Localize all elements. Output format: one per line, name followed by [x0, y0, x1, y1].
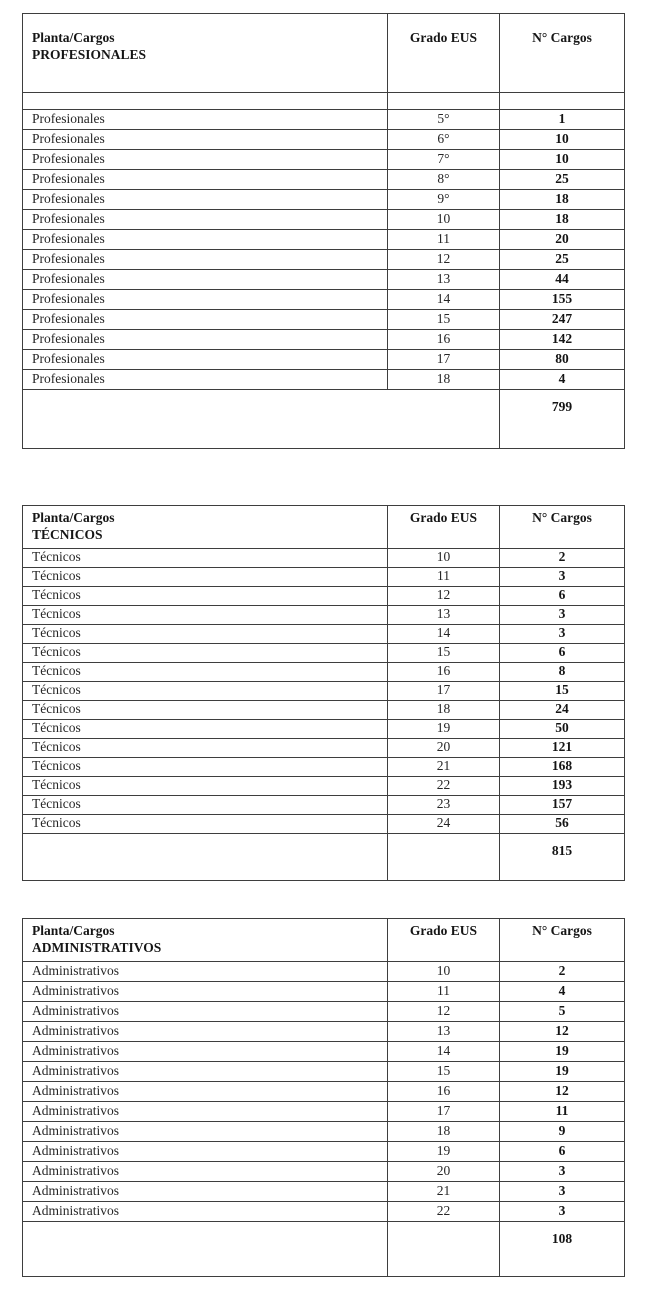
num-cargos-cell: 168 [500, 757, 625, 776]
num-cargos-cell: 25 [500, 170, 625, 190]
num-cargos-cell: 18 [500, 210, 625, 230]
planta-cargos-cell: Técnicos [23, 624, 388, 643]
grado-eus-cell: 15 [388, 310, 500, 330]
grado-eus-cell: 11 [388, 567, 500, 586]
planta-cargos-cell: Administrativos [23, 1181, 388, 1201]
planta-cargos-cell: Administrativos [23, 961, 388, 981]
grado-eus-cell: 21 [388, 757, 500, 776]
planta-cargos-cell: Administrativos [23, 1161, 388, 1181]
planta-cargos-cell: Administrativos [23, 981, 388, 1001]
planta-cargos-cell: Administrativos [23, 1101, 388, 1121]
table-row [23, 250, 625, 270]
planta-cargos-cell: Técnicos [23, 719, 388, 738]
table-row [23, 548, 625, 567]
planta-cargos-cell: Técnicos [23, 681, 388, 700]
table-row [23, 1021, 625, 1041]
table-row [23, 981, 625, 1001]
table-row [23, 310, 625, 330]
grado-eus-cell: 22 [388, 776, 500, 795]
header-grado-eus: Grado EUS [388, 506, 500, 549]
header-num-cargos: N° Cargos [500, 506, 625, 549]
table-row [23, 814, 625, 833]
table-row [23, 170, 625, 190]
header-col1-line2: ADMINISTRATIVOS [32, 939, 162, 955]
planta-cargos-cell: Profesionales [23, 110, 388, 130]
table-row [23, 738, 625, 757]
planta-cargos-cell: Profesionales [23, 350, 388, 370]
num-cargos-cell: 1 [500, 110, 625, 130]
table-row [23, 1181, 625, 1201]
grado-eus-cell: 19 [388, 719, 500, 738]
planta-cargos-cell: Profesionales [23, 250, 388, 270]
total-empty-cell [388, 833, 500, 880]
table-row [23, 586, 625, 605]
grado-eus-cell: 12 [388, 586, 500, 605]
grado-eus-cell: 24 [388, 814, 500, 833]
total-row [23, 833, 625, 880]
grado-eus-cell: 9° [388, 190, 500, 210]
num-cargos-cell: 44 [500, 270, 625, 290]
grado-eus-cell: 18 [388, 1121, 500, 1141]
total-value: 799 [500, 390, 625, 449]
grado-eus-cell: 11 [388, 230, 500, 250]
planta-cargos-cell: Profesionales [23, 370, 388, 390]
planta-cargos-cell: Técnicos [23, 643, 388, 662]
num-cargos-cell: 10 [500, 150, 625, 170]
table-row [23, 270, 625, 290]
grado-eus-cell: 10 [388, 961, 500, 981]
header-col1-line1: Planta/Cargos [32, 30, 115, 45]
table-row [23, 662, 625, 681]
table-row [23, 1161, 625, 1181]
table-row [23, 1041, 625, 1061]
planta-cargos-cell: Administrativos [23, 1061, 388, 1081]
header-grado-eus: Grado EUS [388, 14, 500, 93]
grado-eus-cell: 17 [388, 681, 500, 700]
planta-cargos-cell: Administrativos [23, 1201, 388, 1221]
num-cargos-cell: 8 [500, 662, 625, 681]
num-cargos-cell: 12 [500, 1021, 625, 1041]
table-row [23, 1101, 625, 1121]
num-cargos-cell: 247 [500, 310, 625, 330]
header-num-cargos: N° Cargos [500, 918, 625, 961]
num-cargos-cell: 3 [500, 605, 625, 624]
planta-cargos-cell: Profesionales [23, 310, 388, 330]
grado-eus-cell: 21 [388, 1181, 500, 1201]
grado-eus-cell: 17 [388, 350, 500, 370]
grado-eus-cell: 16 [388, 330, 500, 350]
num-cargos-cell: 3 [500, 1181, 625, 1201]
grado-eus-cell: 14 [388, 290, 500, 310]
planta-cargos-cell: Técnicos [23, 738, 388, 757]
table-row [23, 370, 625, 390]
table-row [23, 624, 625, 643]
planta-cargos-cell: Técnicos [23, 586, 388, 605]
grado-eus-cell: 18 [388, 370, 500, 390]
header-col1-line2: PROFESIONALES [32, 46, 147, 62]
grado-eus-cell: 12 [388, 250, 500, 270]
table-row [23, 1141, 625, 1161]
total-empty-cell [23, 1221, 388, 1276]
header-col1-line1: Planta/Cargos [32, 922, 115, 938]
planta-cargos-cell: Técnicos [23, 814, 388, 833]
total-empty-cell [388, 1221, 500, 1276]
num-cargos-cell: 19 [500, 1041, 625, 1061]
total-row [23, 390, 625, 449]
planta-cargos-cell: Administrativos [23, 1121, 388, 1141]
grado-eus-cell: 22 [388, 1201, 500, 1221]
planta-cargos-cell: Administrativos [23, 1041, 388, 1061]
grado-eus-cell: 14 [388, 1041, 500, 1061]
num-cargos-cell: 121 [500, 738, 625, 757]
planta-cargos-cell: Profesionales [23, 230, 388, 250]
num-cargos-cell: 6 [500, 586, 625, 605]
table-row [23, 1121, 625, 1141]
planta-cargos-cell: Técnicos [23, 662, 388, 681]
total-empty-cell [23, 390, 500, 449]
spacer-cell [388, 93, 500, 110]
grado-eus-cell: 23 [388, 795, 500, 814]
grado-eus-cell: 8° [388, 170, 500, 190]
table-administrativos [22, 918, 625, 1277]
num-cargos-cell: 12 [500, 1081, 625, 1101]
planta-cargos-cell: Administrativos [23, 1141, 388, 1161]
table-row [23, 776, 625, 795]
planta-cargos-cell: Profesionales [23, 270, 388, 290]
num-cargos-cell: 193 [500, 776, 625, 795]
grado-eus-cell: 16 [388, 1081, 500, 1101]
planta-cargos-cell: Administrativos [23, 1001, 388, 1021]
grado-eus-cell: 17 [388, 1101, 500, 1121]
planta-cargos-cell: Profesionales [23, 170, 388, 190]
planta-cargos-cell: Profesionales [23, 130, 388, 150]
planta-cargos-cell: Administrativos [23, 1021, 388, 1041]
num-cargos-cell: 3 [500, 567, 625, 586]
table-row [23, 330, 625, 350]
grado-eus-cell: 15 [388, 1061, 500, 1081]
num-cargos-cell: 9 [500, 1121, 625, 1141]
num-cargos-cell: 4 [500, 981, 625, 1001]
num-cargos-cell: 157 [500, 795, 625, 814]
spacer-cell [500, 93, 625, 110]
table-row [23, 150, 625, 170]
table-header-row [23, 918, 625, 961]
header-grado-eus: Grado EUS [388, 918, 500, 961]
num-cargos-cell: 18 [500, 190, 625, 210]
table-row [23, 795, 625, 814]
num-cargos-cell: 3 [500, 1161, 625, 1181]
grado-eus-cell: 13 [388, 270, 500, 290]
table-row [23, 290, 625, 310]
grado-eus-cell: 5° [388, 110, 500, 130]
num-cargos-cell: 15 [500, 681, 625, 700]
grado-eus-cell: 12 [388, 1001, 500, 1021]
grado-eus-cell: 11 [388, 981, 500, 1001]
table-row [23, 567, 625, 586]
table-row [23, 110, 625, 130]
num-cargos-cell: 3 [500, 624, 625, 643]
table-header-row [23, 506, 625, 549]
total-value: 108 [500, 1221, 625, 1276]
num-cargos-cell: 56 [500, 814, 625, 833]
planta-cargos-cell: Profesionales [23, 210, 388, 230]
table-row [23, 130, 625, 150]
total-empty-cell [23, 833, 388, 880]
grado-eus-cell: 13 [388, 1021, 500, 1041]
grado-eus-cell: 19 [388, 1141, 500, 1161]
table-row [23, 1061, 625, 1081]
planta-cargos-cell: Técnicos [23, 548, 388, 567]
grado-eus-cell: 20 [388, 1161, 500, 1181]
grado-eus-cell: 7° [388, 150, 500, 170]
planta-cargos-cell: Profesionales [23, 190, 388, 210]
grado-eus-cell: 20 [388, 738, 500, 757]
num-cargos-cell: 142 [500, 330, 625, 350]
planta-cargos-cell: Técnicos [23, 757, 388, 776]
table-row [23, 643, 625, 662]
table-row [23, 681, 625, 700]
num-cargos-cell: 80 [500, 350, 625, 370]
num-cargos-cell: 2 [500, 548, 625, 567]
header-col1-line1: Planta/Cargos [32, 510, 115, 525]
num-cargos-cell: 4 [500, 370, 625, 390]
num-cargos-cell: 24 [500, 700, 625, 719]
table-row [23, 1081, 625, 1101]
num-cargos-cell: 25 [500, 250, 625, 270]
table-row [23, 961, 625, 981]
table-row [23, 230, 625, 250]
total-row [23, 1221, 625, 1276]
header-planta-cargos [23, 14, 388, 93]
num-cargos-cell: 10 [500, 130, 625, 150]
spacer-row [23, 93, 625, 110]
planta-cargos-cell: Técnicos [23, 795, 388, 814]
planta-cargos-cell: Profesionales [23, 330, 388, 350]
table-profesionales [22, 13, 625, 449]
table-row [23, 700, 625, 719]
planta-cargos-cell: Profesionales [23, 290, 388, 310]
spacer-cell [23, 93, 388, 110]
header-planta-cargos [23, 506, 388, 549]
grado-eus-cell: 10 [388, 548, 500, 567]
table-row [23, 1001, 625, 1021]
table-row [23, 1201, 625, 1221]
num-cargos-cell: 20 [500, 230, 625, 250]
grado-eus-cell: 16 [388, 662, 500, 681]
scanned-document-page [22, 13, 624, 1277]
header-planta-cargos [23, 918, 388, 961]
planta-cargos-cell: Administrativos [23, 1081, 388, 1101]
table-row [23, 605, 625, 624]
grado-eus-cell: 18 [388, 700, 500, 719]
grado-eus-cell: 14 [388, 624, 500, 643]
grado-eus-cell: 6° [388, 130, 500, 150]
table-row [23, 210, 625, 230]
num-cargos-cell: 5 [500, 1001, 625, 1021]
num-cargos-cell: 6 [500, 1141, 625, 1161]
num-cargos-cell: 11 [500, 1101, 625, 1121]
num-cargos-cell: 50 [500, 719, 625, 738]
grado-eus-cell: 15 [388, 643, 500, 662]
num-cargos-cell: 6 [500, 643, 625, 662]
table-row [23, 757, 625, 776]
table-row [23, 350, 625, 370]
planta-cargos-cell: Técnicos [23, 605, 388, 624]
num-cargos-cell: 2 [500, 961, 625, 981]
grado-eus-cell: 10 [388, 210, 500, 230]
num-cargos-cell: 19 [500, 1061, 625, 1081]
table-tecnicos [22, 505, 625, 881]
table-row [23, 190, 625, 210]
planta-cargos-cell: Profesionales [23, 150, 388, 170]
planta-cargos-cell: Técnicos [23, 567, 388, 586]
header-col1-line2: TÉCNICOS [32, 526, 103, 542]
planta-cargos-cell: Técnicos [23, 700, 388, 719]
header-num-cargos: N° Cargos [500, 14, 625, 93]
planta-cargos-cell: Técnicos [23, 776, 388, 795]
table-row [23, 719, 625, 738]
num-cargos-cell: 3 [500, 1201, 625, 1221]
total-value: 815 [500, 833, 625, 880]
grado-eus-cell: 13 [388, 605, 500, 624]
num-cargos-cell: 155 [500, 290, 625, 310]
table-header-row [23, 14, 625, 93]
